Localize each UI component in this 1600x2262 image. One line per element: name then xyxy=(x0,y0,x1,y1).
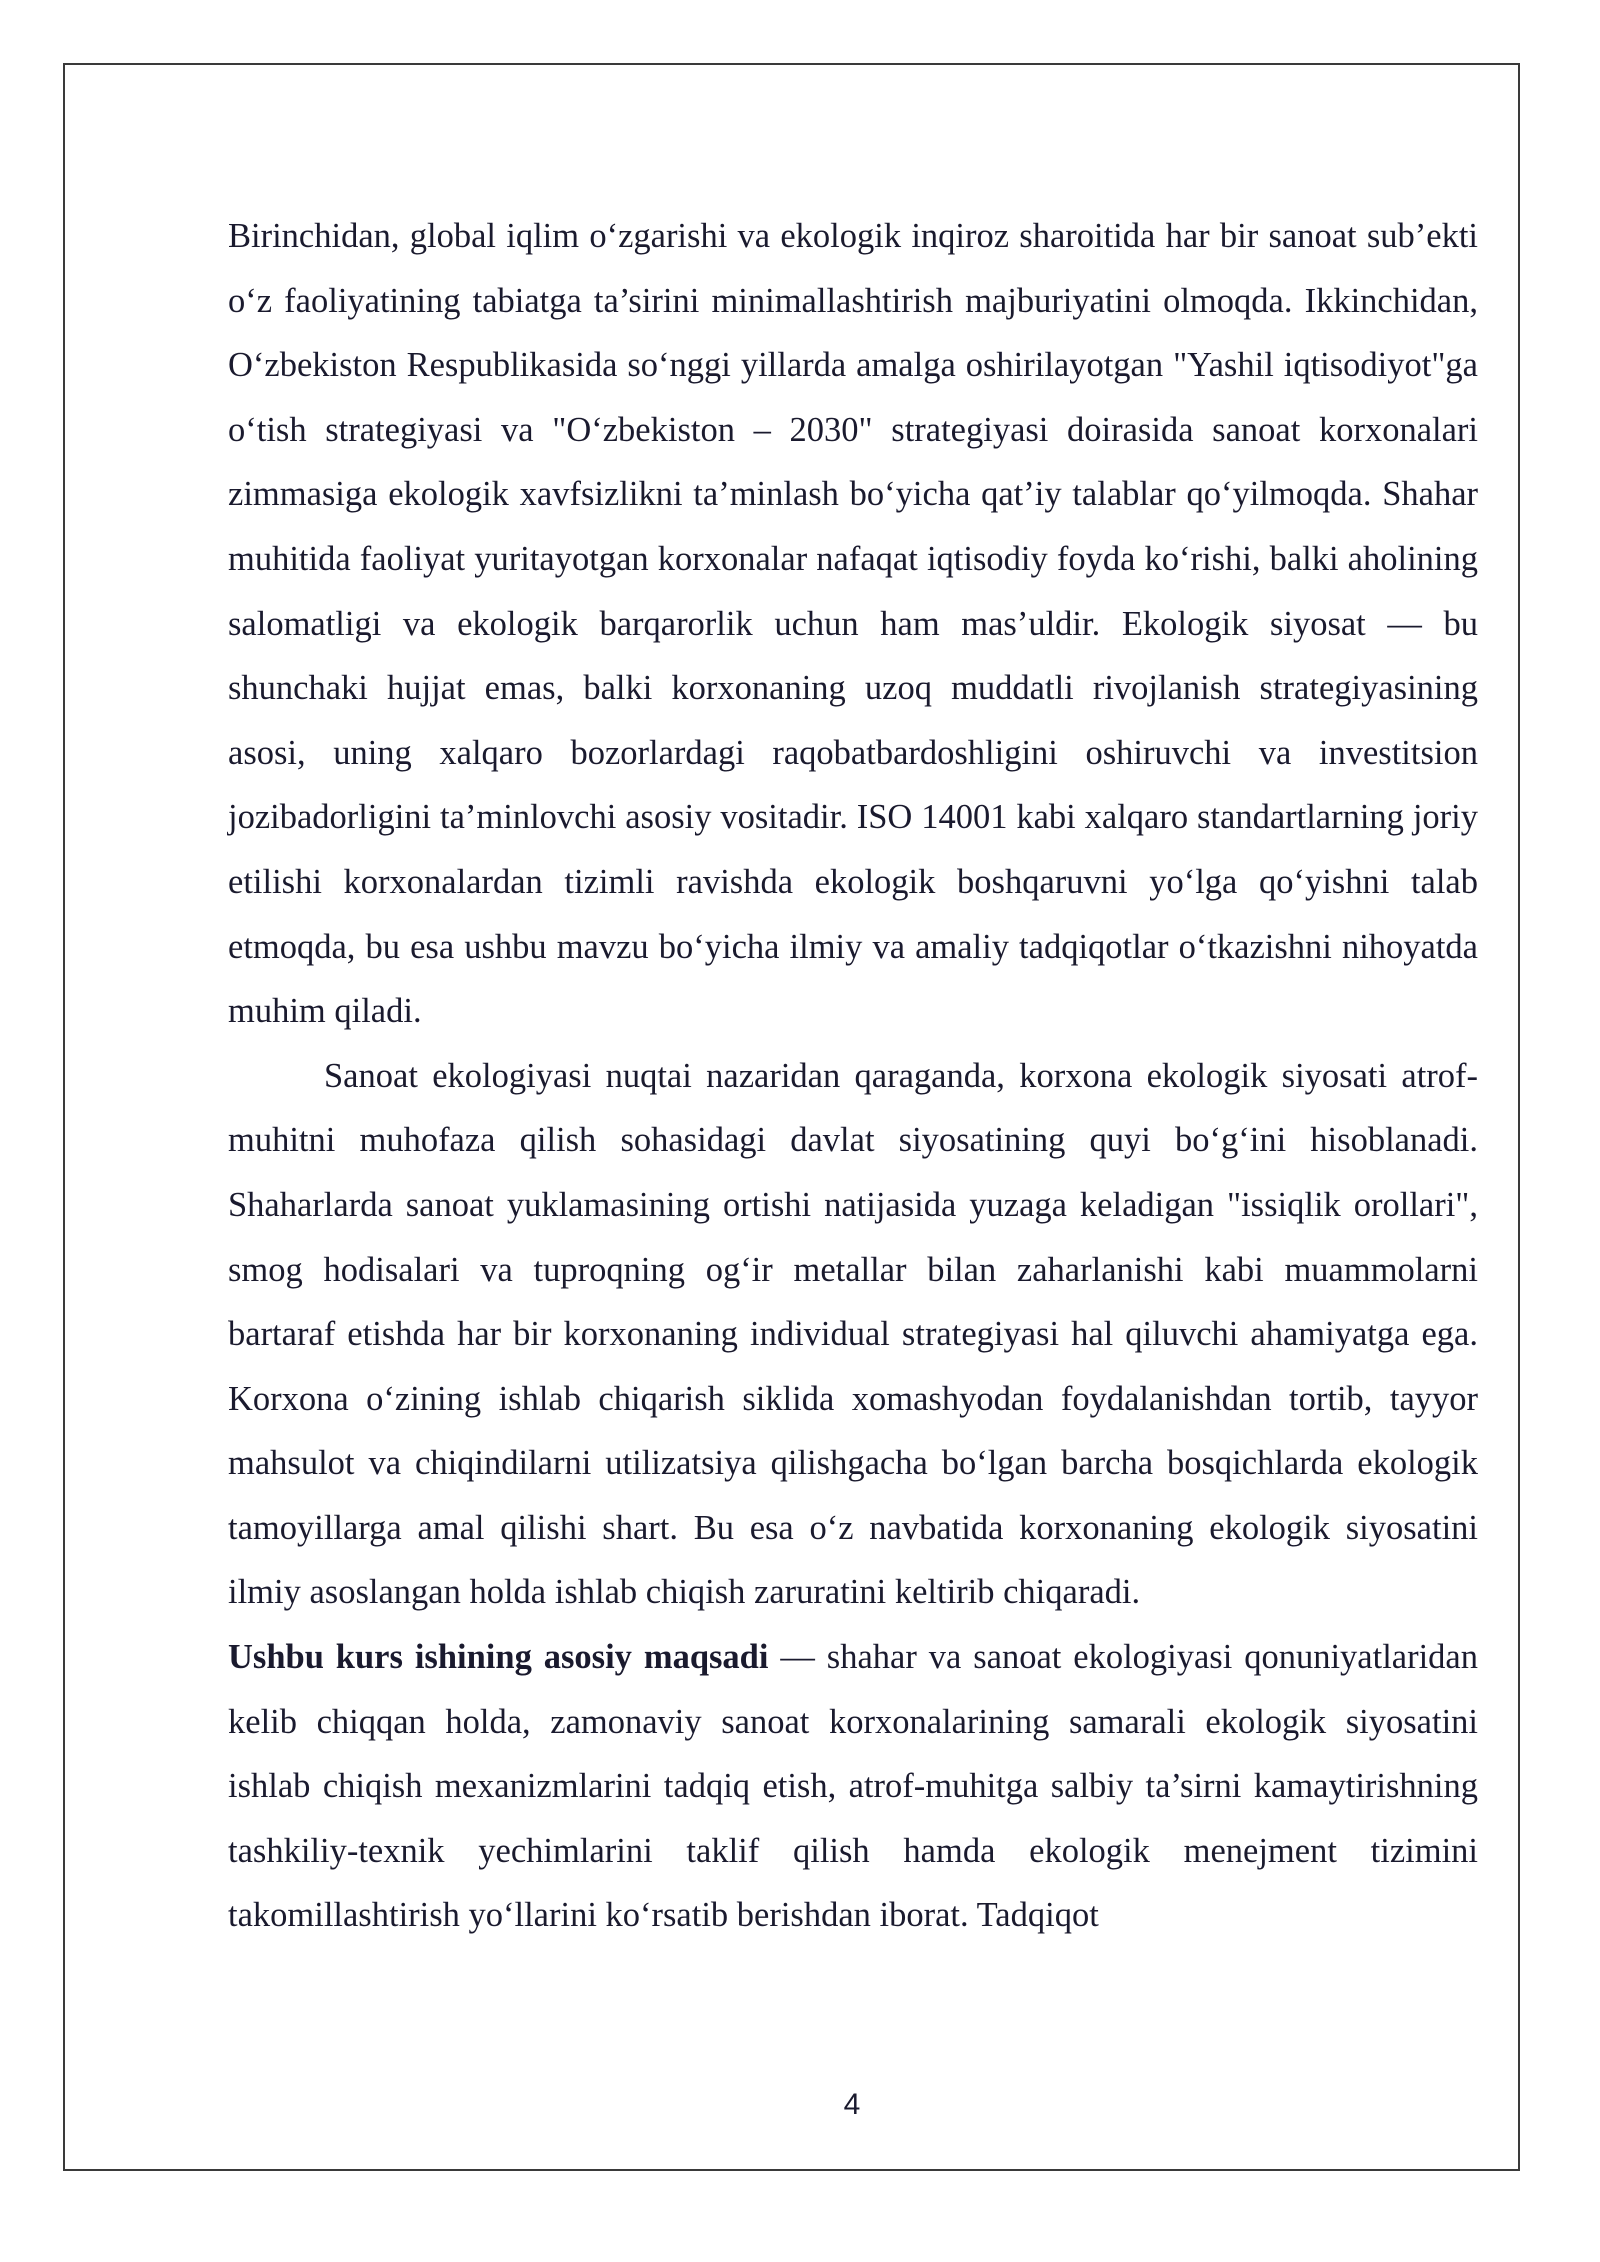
paragraph-3-text: — shahar va sanoat ekologiyasi qonuniyatlaridan kelib chiqqan holda, zamonaviy sanoat korxonalarining samarali ekologik siyosatini ishlab chiqish mexanizmlarini tadqiq etish, atrof-muhitga salbiy ta’sirni kamaytirishning tashkiliy-texnik yechimlarini taklif qilish hamda ekologik menejment tizimini takomillashtirish yo‘llarini ko‘rsatib berishdan iborat. Tadqiqot xyxy=(228,1638,1478,1935)
paragraph-2: Sanoat ekologiyasi nuqtai nazaridan qaraganda, korxona ekologik siyosati atrof-muhitni muhofaza qilish sohasidagi davlat siyosatining quyi bo‘g‘ini hisoblanadi. Shaharlarda sanoat yuklamasining ortishi natijasida yuzaga keladigan "issiqlik orollari", smog hodisalari va tuproqning og‘ir metallar bilan zaharlanishi kabi muammolarni bartaraf etishda har bir korxonaning individual strategiyasi hal qiluvchi ahamiyatga ega. Korxona o‘zining ishlab chiqarish siklida xomashyodan foydalanishdan tortib, tayyor mahsulot va chiqindilarni utilizatsiya qilishgacha bo‘lgan barcha bosqichlarda ekologik tamoyillarga amal qilishi shart. Bu esa o‘z navbatida korxonaning ekologik siyosatini ilmiy asoslangan holda ishlab chiqish zaruratini keltirib chiqaradi. xyxy=(228,1056,1478,1612)
paragraph-3 xyxy=(228,1625,1478,1948)
document-body xyxy=(228,204,1478,1948)
paragraph-1: Birinchidan, global iqlim o‘zgarishi va ekologik inqiroz sharoitida har bir sanoat sub’ekti o‘z faoliyatining tabiatga ta’sirini minimallashtirish majburiyatini olmoqda. Ikkinchidan, O‘zbekiston Respublikasida so‘nggi yillarda amalga oshirilayotgan "Yashil iqtisodiyot"ga o‘tish strategiyasi va "O‘zbekiston – 2030" strategiyasi doirasida sanoat korxonalari zimmasiga ekologik xavfsizlikni ta’minlash bo‘yicha qat’iy talablar qo‘yilmoqda. Shahar muhitida faoliyat yuritayotgan korxonalar nafaqat iqtisodiy foyda ko‘rishi, balki aholining salomatligi va ekologik barqarorlik uchun ham mas’uldir. Ekologik siyosat — bu shunchaki hujjat emas, balki korxonaning uzoq muddatli rivojlanish strategiyasining asosi, uning xalqaro bozorlardagi raqobatbardoshligini oshiruvchi va investitsion jozibadorligini ta’minlovchi asosiy vositadir. ISO 14001 kabi xalqaro standartlarning joriy etilishi korxonalardan tizimli ravishda ekologik boshqaruvni yo‘lga qo‘yishni talab etmoqda, bu esa ushbu mavzu bo‘yicha ilmiy va amaliy tadqiqotlar o‘tkazishni nihoyatda muhim qiladi. xyxy=(228,217,1478,1031)
page-number: 4 xyxy=(843,2088,861,2121)
bold-lead-phrase: Ushbu kurs ishining asosiy maqsadi xyxy=(228,1638,769,1677)
